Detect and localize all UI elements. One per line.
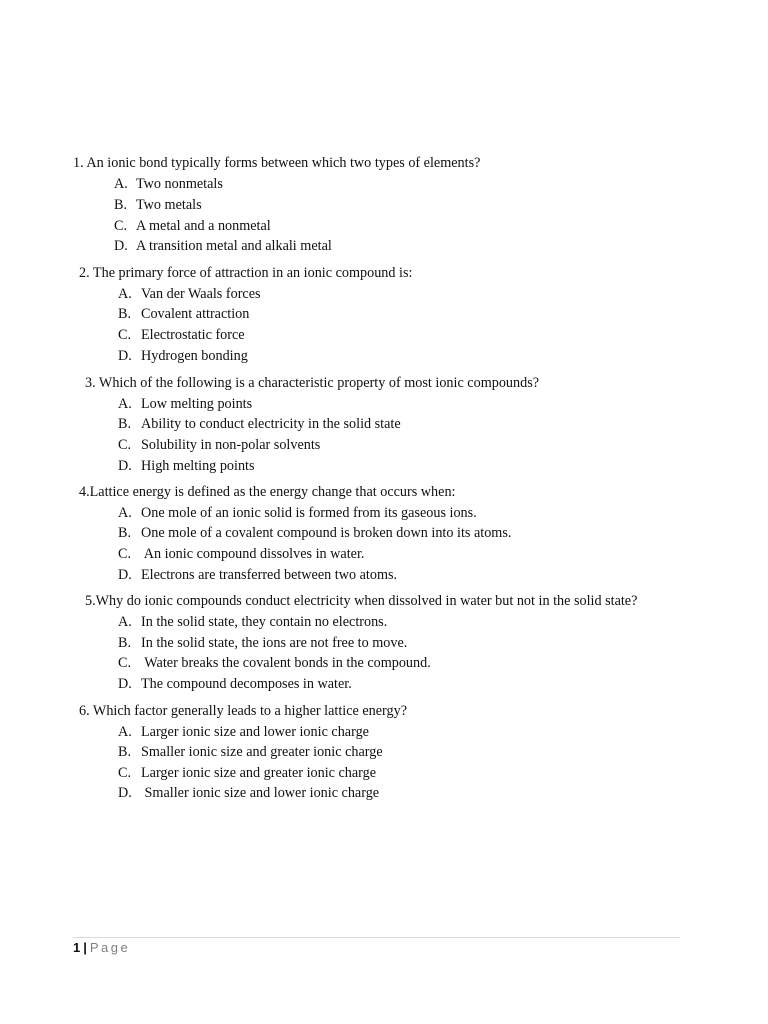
option-text: In the solid state, the ions are not free to move.	[141, 635, 408, 651]
option-letter: D.	[118, 458, 132, 474]
option-letter: B.	[118, 525, 132, 541]
question-6-stem: 6. Which factor generally leads to a higher lattice energy?	[79, 703, 408, 719]
question-5-stem: 5.Why do ionic compounds conduct electricity when dissolved in water but not in the solid state?	[85, 593, 638, 609]
option-letter: B.	[118, 635, 132, 651]
question-4-option-a	[118, 503, 477, 523]
question-6-option-d	[118, 783, 379, 803]
page-number: 1	[73, 940, 81, 955]
option-letter: B.	[118, 744, 132, 760]
question-1-option-a	[114, 174, 223, 194]
option-letter: D.	[118, 348, 132, 364]
option-text: Ability to conduct electricity in the solid state	[141, 416, 401, 432]
option-text: Larger ionic size and lower ionic charge	[141, 724, 369, 740]
option-text: Electrons are transferred between two atoms.	[141, 567, 398, 583]
question-3-option-a	[118, 394, 252, 414]
option-text: Smaller ionic size and lower ionic charge	[141, 785, 380, 801]
option-letter: C.	[118, 437, 132, 453]
question-2-option-b	[118, 304, 249, 324]
page-label: Page	[89, 940, 131, 955]
option-text: Covalent attraction	[141, 306, 250, 322]
question-5-option-d	[118, 674, 352, 694]
option-text: One mole of a covalent compound is broken down into its atoms.	[141, 525, 512, 541]
question-3-option-d	[118, 456, 255, 476]
question-5-option-b	[118, 633, 407, 653]
option-text: One mole of an ionic solid is formed from its gaseous ions.	[141, 505, 477, 521]
option-letter: C.	[118, 655, 132, 671]
question-1-stem: 1. An ionic bond typically forms between which two types of elements?	[73, 155, 481, 171]
question-2-option-c	[118, 325, 245, 345]
question-3-option-b	[118, 414, 401, 434]
question-5-option-a	[118, 612, 387, 632]
question-6-option-b	[118, 742, 383, 762]
page-footer	[73, 940, 130, 955]
option-text: Hydrogen bonding	[141, 348, 248, 364]
option-letter: D.	[118, 567, 132, 583]
question-4-stem: 4.Lattice energy is defined as the energy change that occurs when:	[79, 484, 456, 500]
footer-divider	[73, 937, 680, 938]
question-4-option-d	[118, 565, 397, 585]
footer-separator: |	[83, 940, 87, 955]
option-letter: B.	[118, 306, 132, 322]
option-letter: C.	[118, 327, 132, 343]
option-text: Two metals	[136, 197, 202, 213]
option-letter: A.	[118, 396, 132, 412]
option-text: A metal and a nonmetal	[136, 218, 271, 234]
question-1-option-b	[114, 195, 202, 215]
option-text: An ionic compound dissolves in water.	[141, 546, 365, 562]
option-text: Smaller ionic size and greater ionic charge	[141, 744, 383, 760]
option-letter: A.	[118, 505, 132, 521]
option-letter: C.	[114, 218, 128, 234]
option-text: Solubility in non-polar solvents	[141, 437, 321, 453]
option-text: Van der Waals forces	[141, 286, 261, 302]
question-6-option-a	[118, 722, 369, 742]
option-letter: B.	[114, 197, 128, 213]
option-text: In the solid state, they contain no electrons.	[141, 614, 388, 630]
option-text: High melting points	[141, 458, 255, 474]
question-5-option-c	[118, 653, 431, 673]
option-text: The compound decomposes in water.	[141, 676, 352, 692]
option-letter: C.	[118, 546, 132, 562]
option-letter: D.	[114, 238, 128, 254]
option-letter: A.	[114, 176, 128, 192]
question-4-option-c	[118, 544, 364, 564]
option-text: Low melting points	[141, 396, 253, 412]
question-3-option-c	[118, 435, 320, 455]
question-6-option-c	[118, 763, 376, 783]
option-letter: A.	[118, 286, 132, 302]
option-letter: D.	[118, 676, 132, 692]
option-letter: A.	[118, 724, 132, 740]
question-4-option-b	[118, 523, 511, 543]
question-1-option-c	[114, 216, 271, 236]
option-text: Electrostatic force	[141, 327, 245, 343]
option-letter: D.	[118, 785, 132, 801]
option-letter: C.	[118, 765, 132, 781]
question-2-option-d	[118, 346, 248, 366]
option-letter: A.	[118, 614, 132, 630]
question-1-option-d	[114, 236, 332, 256]
option-text: A transition metal and alkali metal	[136, 238, 332, 254]
option-text: Water breaks the covalent bonds in the compound.	[141, 655, 431, 671]
option-letter: B.	[118, 416, 132, 432]
question-3-stem: 3. Which of the following is a characteristic property of most ionic compounds?	[85, 375, 540, 391]
option-text: Larger ionic size and greater ionic charge	[141, 765, 377, 781]
question-2-stem: 2. The primary force of attraction in an ionic compound is:	[79, 265, 413, 281]
option-text: Two nonmetals	[136, 176, 223, 192]
question-2-option-a	[118, 284, 261, 304]
